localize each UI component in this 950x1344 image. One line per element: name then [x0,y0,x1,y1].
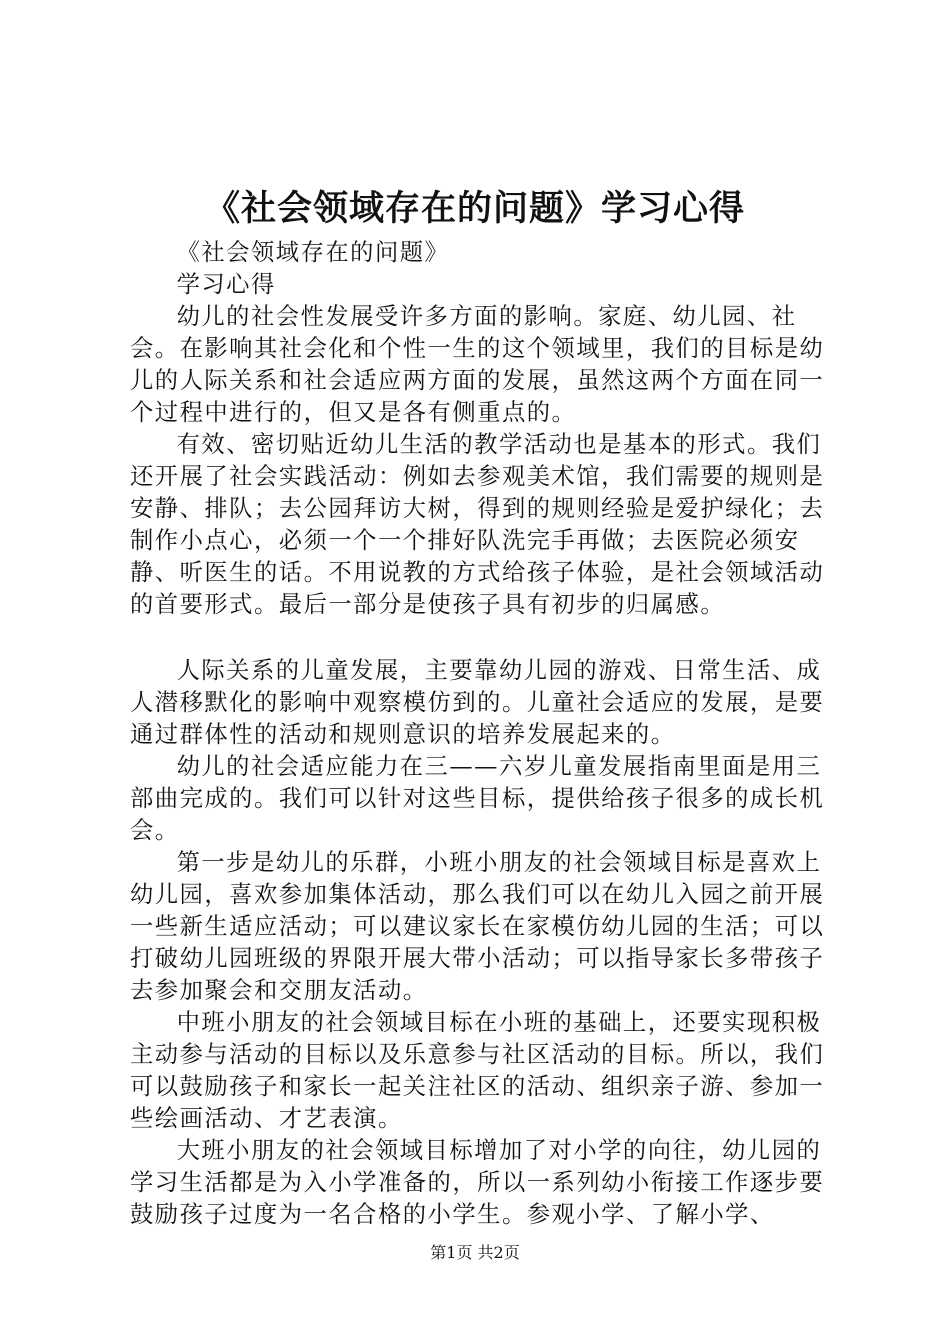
body-paragraph: 幼儿的社会性发展受许多方面的影响。家庭、幼儿园、社会。在影响其社会化和个性一生的这个领域里，我们的目标是幼儿的人际关系和社会适应两方面的发展，虽然这两个方面在同一个过程中进行的，但又是各有侧重点的。 [130,303,825,426]
document-title: 《社会领域存在的问题》学习心得 [204,188,745,229]
body-paragraph: 人际关系的儿童发展，主要靠幼儿园的游戏、日常生活、成人潜移默化的影响中观察模仿到的。儿童社会适应的发展，是要通过群体性的活动和规则意识的培养发展起来的。 [130,657,825,748]
subtitle-paragraph: 学习心得 [176,271,276,298]
body-paragraph: 第一步是幼儿的乐群，小班小朋友的社会领域目标是喜欢上幼儿园，喜欢参加集体活动，那么我们可以在幼儿入园之前开展一些新生适应活动；可以建议家长在家模仿幼儿园的生活；可以打破幼儿园班级的界限开展大带小活动；可以指导家长多带孩子去参加聚会和交朋友活动。 [130,849,825,1004]
body-paragraph: 大班小朋友的社会领域目标增加了对小学的向往，幼儿园的学习生活都是为入小学准备的，所以一系列幼小衔接工作逐步要鼓励孩子过度为一名合格的小学生。参观小学、了解小学、 [130,1137,825,1228]
page-footer: 第1页 共2页 [430,1243,520,1262]
body-paragraph: 有效、密切贴近幼儿生活的教学活动也是基本的形式。我们还开展了社会实践活动：例如去参观美术馆，我们需要的规则是安静、排队；去公园拜访大树，得到的规则经验是爱护绿化；去制作小点心，必须一个一个排好队洗完手再做；去医院必须安静、听医生的话。不用说教的方式给孩子体验，是社会领域活动的首要形式。最后一部分是使孩子具有初步的归属感。 [130,431,825,618]
body-paragraph: 幼儿的社会适应能力在三——六岁儿童发展指南里面是用三部曲完成的。我们可以针对这些目标，提供给孩子很多的成长机会。 [130,753,825,844]
subtitle-paragraph: 《社会领域存在的问题》 [176,239,450,266]
body-paragraph: 中班小朋友的社会领域目标在小班的基础上，还要实现积极主动参与活动的目标以及乐意参与社区活动的目标。所以，我们可以鼓励孩子和家长一起关注社区的活动、组织亲子游、参加一些绘画活动、才艺表演。 [130,1009,825,1132]
document-body [130,237,830,1231]
